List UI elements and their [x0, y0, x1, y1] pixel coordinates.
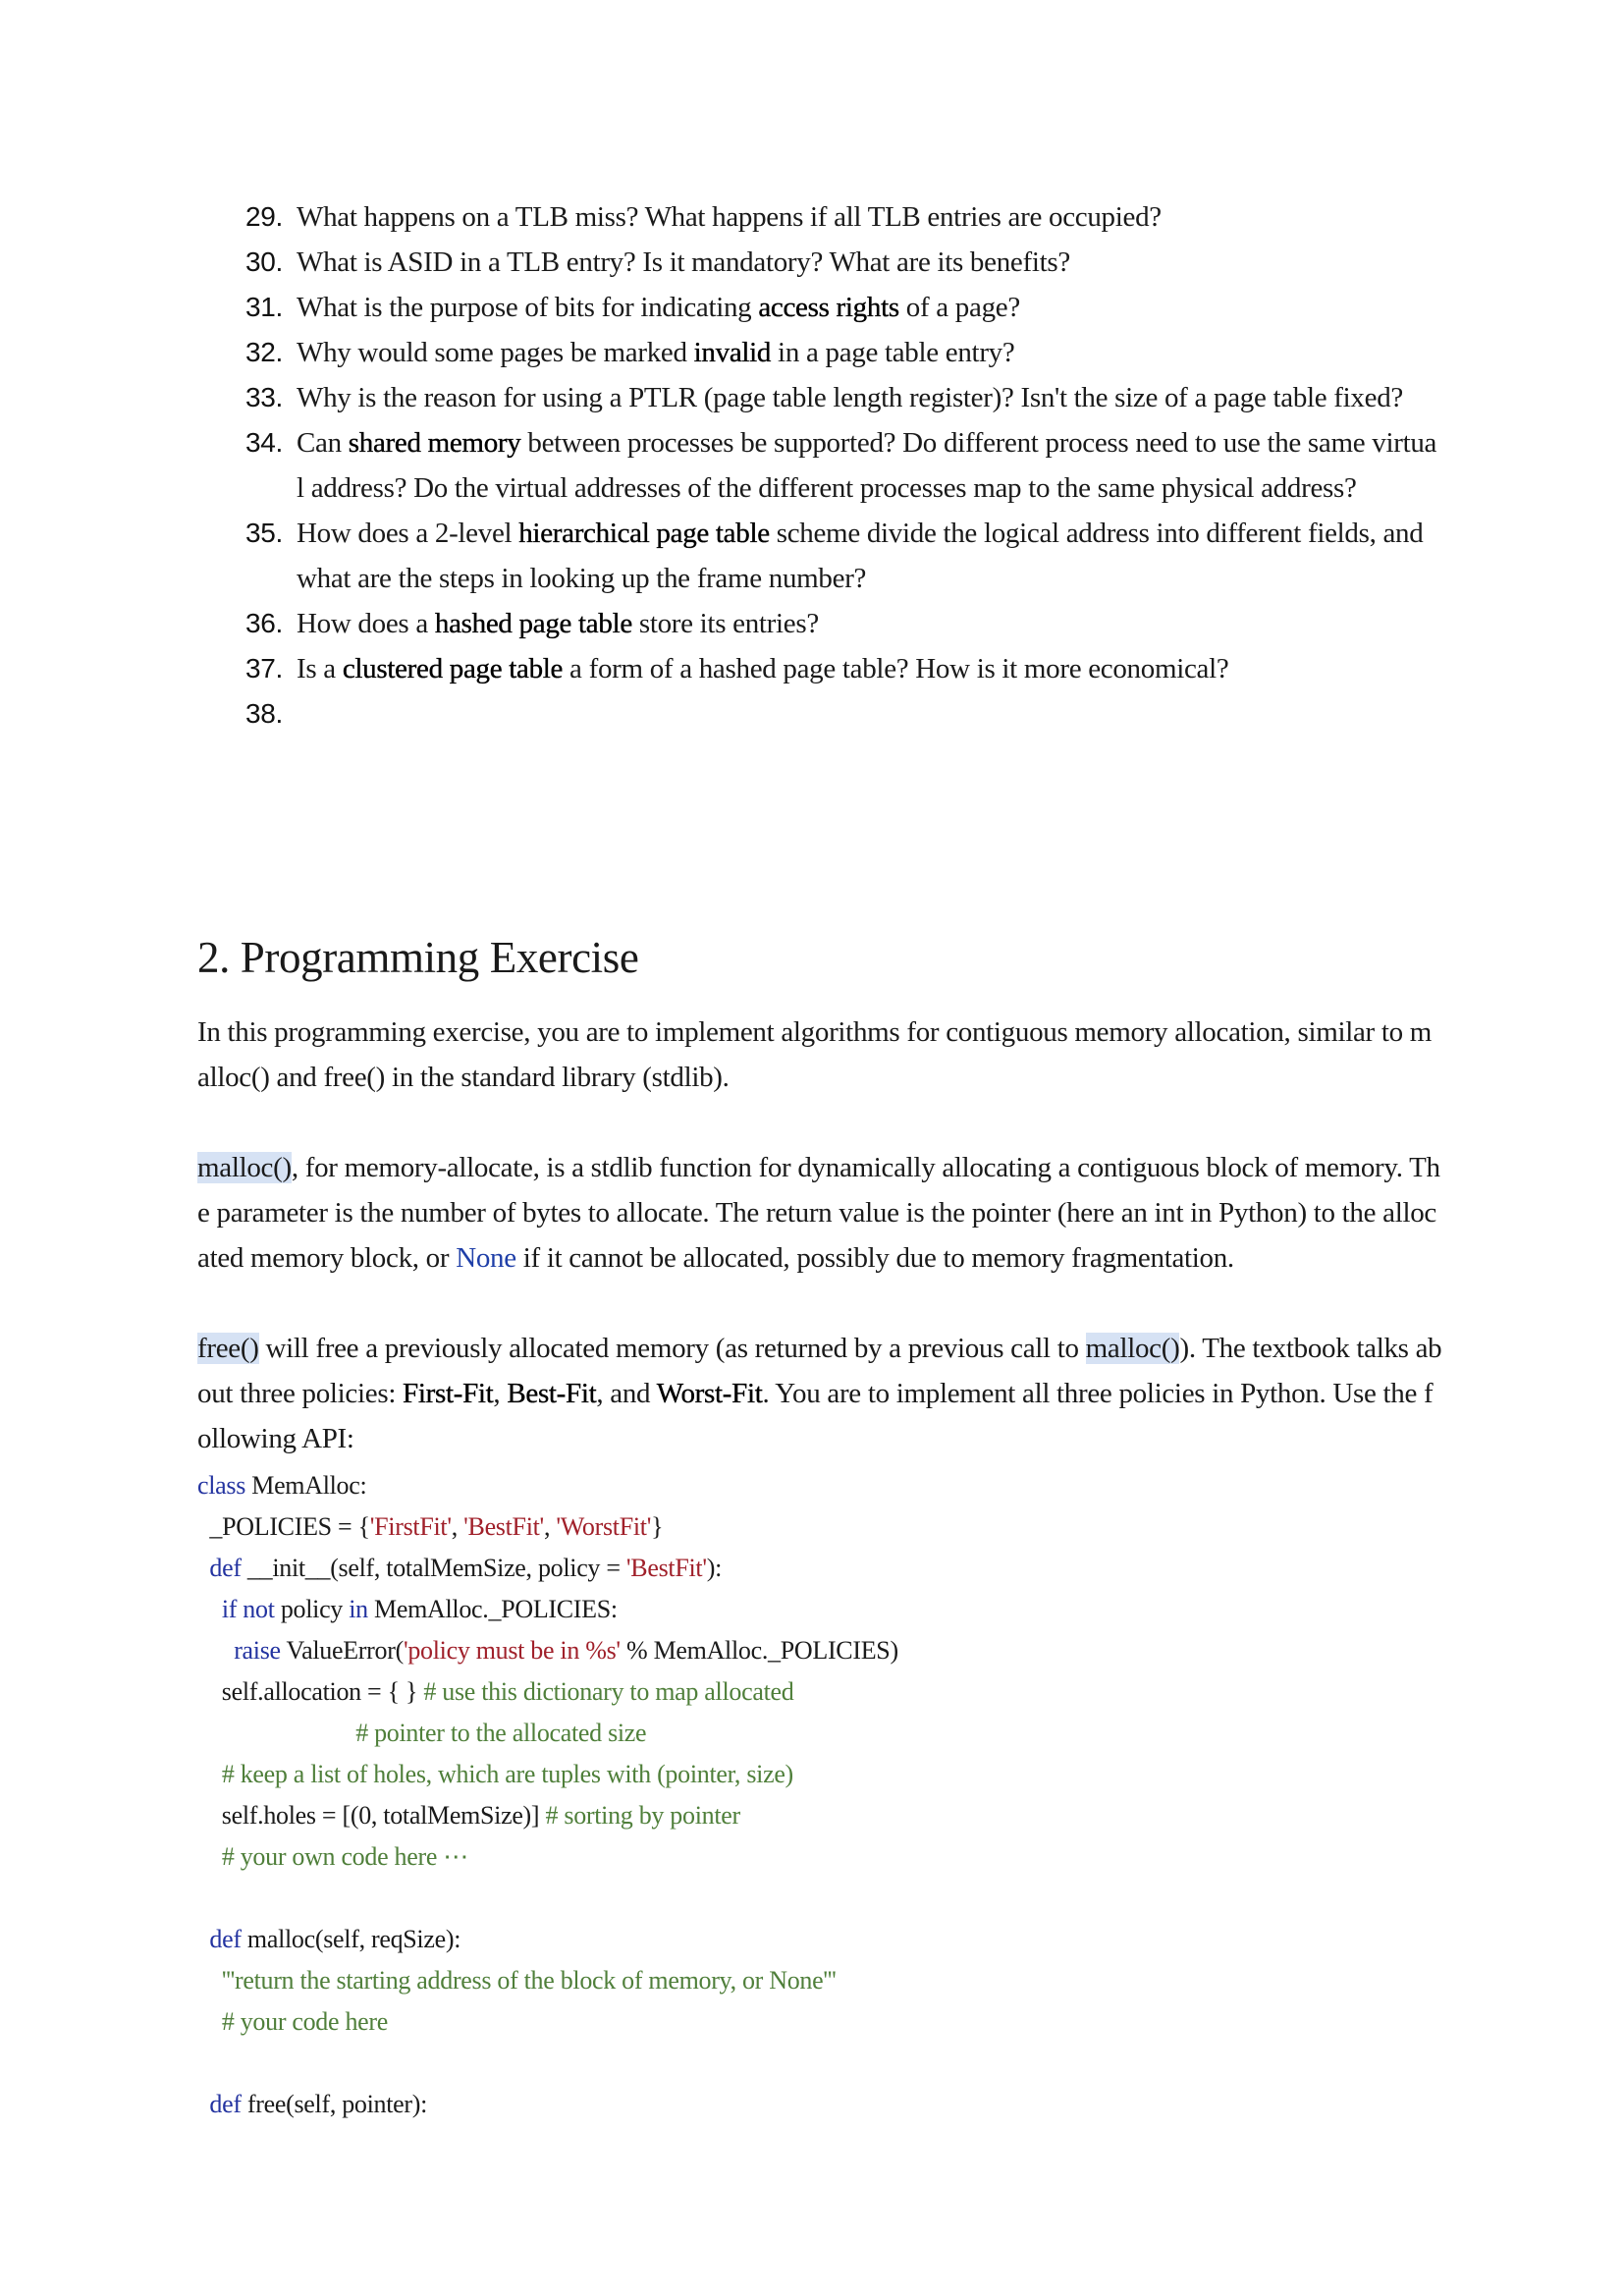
question-text-run: What is the purpose of bits for indicating	[297, 292, 759, 323]
code-text: ,	[543, 1512, 557, 1541]
code-comment: # your code here	[221, 2007, 388, 2036]
code-string: 'WorstFit'	[556, 1512, 652, 1541]
code-string: 'BestFit'	[625, 1554, 707, 1582]
code-comment: # your own code here ⋯	[221, 1842, 468, 1871]
question-number: 37.	[245, 653, 284, 683]
highlighted-function-name: free()	[197, 1333, 259, 1364]
code-comment: # pointer to the allocated size	[355, 1719, 647, 1747]
intro-paragraph: In this programming exercise, you are to implement algorithms for contiguous memory allocation, similar to malloc() and free() in the standard library (stdlib).	[197, 1016, 1433, 1093]
code-line	[197, 2084, 1425, 2125]
question-item	[245, 285, 1438, 330]
code-text: policy	[274, 1595, 350, 1623]
highlighted-function-name: malloc()	[197, 1152, 292, 1183]
code-line	[197, 1919, 1425, 1960]
code-keyword: in	[349, 1595, 368, 1623]
policy-name: Best-Fit	[507, 1378, 597, 1409]
code-line	[197, 1671, 1425, 1713]
code-text: self.holes = [(0, totalMemSize)]	[197, 1801, 546, 1830]
code-text	[197, 1554, 209, 1582]
question-number: 33.	[245, 382, 284, 412]
code-text	[197, 1595, 222, 1623]
question-text-run: Why would some pages be marked	[297, 337, 694, 368]
question-text	[297, 691, 1438, 737]
key-term: shared memory	[348, 427, 521, 459]
question-item	[245, 691, 1438, 737]
question-text-run: Can	[297, 427, 349, 459]
key-term: hierarchical page table	[518, 518, 770, 549]
code-line	[197, 1836, 1425, 1878]
code-line	[197, 1795, 1425, 1836]
question-number: 32.	[245, 337, 284, 367]
paragraph-text-run: , and	[596, 1378, 657, 1409]
code-text: malloc(self, reqSize):	[241, 1925, 461, 1953]
code-comment: '''return the starting address of the block of memory, or None'''	[221, 1966, 837, 1995]
code-text: ,	[451, 1512, 464, 1541]
question-text-run: scheme divide the logical address into different fields, and what are the steps in looking up the frame number?	[297, 518, 1424, 594]
code-line	[197, 1465, 1425, 1506]
question-text-run: in a page table entry?	[771, 337, 1015, 368]
code-text	[197, 2007, 222, 2036]
question-text-run: store its entries?	[631, 608, 819, 639]
code-line	[197, 2001, 1425, 2043]
code-text: self.allocation = { }	[197, 1677, 424, 1706]
code-line	[197, 1713, 1425, 1754]
code-line	[197, 1589, 1425, 1630]
question-text-run: of a page?	[898, 292, 1020, 323]
code-text	[197, 1719, 355, 1747]
question-number: 29.	[245, 201, 284, 232]
code-text: }	[651, 1512, 664, 1541]
code-text: free(self, pointer):	[241, 2090, 428, 2118]
code-text: ):	[706, 1554, 723, 1582]
question-item	[245, 330, 1438, 375]
code-keyword: if not	[221, 1595, 275, 1623]
code-string: 'FirstFit'	[369, 1512, 452, 1541]
code-text	[197, 2090, 209, 2118]
question-text	[297, 194, 1438, 240]
question-number: 35.	[245, 518, 284, 548]
code-text: MemAlloc:	[245, 1471, 367, 1500]
code-text: _POLICIES = {	[197, 1512, 370, 1541]
question-text-run: How does a	[297, 608, 435, 639]
code-keyword: raise	[234, 1636, 281, 1665]
code-text	[197, 1842, 222, 1871]
code-text: __init__(self, totalMemSize, policy =	[241, 1554, 626, 1582]
paragraph-text-run: ). The textbook talks about three policies:	[197, 1333, 1442, 1409]
question-text-run: between processes be supported? Do different process need to use the same virtual address? Do the virtual addresses of the different processes map to the same physical address?	[297, 427, 1437, 504]
code-line	[197, 1960, 1425, 2001]
question-text-run: What happens on a TLB miss? What happens if all TLB entries are occupied?	[297, 201, 1162, 233]
question-text-run: Is a	[297, 653, 343, 684]
question-item	[245, 240, 1438, 285]
code-string: 'policy must be in %s'	[403, 1636, 621, 1665]
code-line	[197, 1754, 1425, 1795]
question-text	[297, 330, 1438, 375]
key-term: hashed page table	[434, 608, 632, 639]
code-string: 'BestFit'	[463, 1512, 544, 1541]
question-number: 30.	[245, 246, 284, 277]
question-item	[245, 511, 1438, 601]
code-line	[197, 1506, 1425, 1548]
section-title: 2. Programming Exercise	[197, 933, 639, 982]
question-number: 38.	[245, 698, 284, 729]
free-paragraph	[197, 1326, 1442, 1461]
question-item	[245, 194, 1438, 240]
code-comment: # keep a list of holes, which are tuples with (pointer, size)	[221, 1760, 793, 1788]
question-text	[297, 285, 1438, 330]
question-text	[297, 240, 1438, 285]
question-text-run: Why is the reason for using a PTLR (page table length register)? Isn't the size of a page table fixed?	[297, 382, 1403, 413]
none-keyword: None	[456, 1242, 516, 1274]
question-item	[245, 646, 1438, 691]
question-text	[297, 646, 1438, 691]
code-comment: # sorting by pointer	[545, 1801, 740, 1830]
code-text: % MemAlloc._POLICIES)	[620, 1636, 898, 1665]
code-line	[197, 2043, 1425, 2084]
paragraph-text-run: , for memory-allocate, is a stdlib function for dynamically allocating a contiguous block of memory. The parameter is the number of bytes to allocate. The return value is the pointer (here an int in Python) to the allocated memory block, or	[197, 1152, 1440, 1274]
question-number: 31.	[245, 292, 284, 322]
code-keyword: def	[209, 1925, 242, 1953]
question-item	[245, 375, 1438, 420]
key-term: access rights	[758, 292, 899, 323]
question-text	[297, 511, 1438, 601]
code-text: MemAlloc._POLICIES:	[367, 1595, 618, 1623]
code-block	[197, 1465, 1425, 2125]
code-text	[197, 1966, 222, 1995]
key-term: invalid	[693, 337, 772, 368]
code-comment: # use this dictionary to map allocated	[423, 1677, 794, 1706]
paragraph-text-run: if it cannot be allocated, possibly due to memory fragmentation.	[515, 1242, 1234, 1274]
question-text	[297, 601, 1438, 646]
code-text	[197, 1636, 234, 1665]
code-line	[197, 1878, 1425, 1919]
question-text-run: What is ASID in a TLB entry? Is it mandatory? What are its benefits?	[297, 246, 1070, 278]
question-list	[245, 194, 1438, 737]
paragraph-text-run: will free a previously allocated memory (as returned by a previous call to	[258, 1333, 1086, 1364]
code-keyword: class	[197, 1471, 246, 1500]
question-text-run: a form of a hashed page table? How is it more economical?	[563, 653, 1229, 684]
question-text	[297, 420, 1438, 511]
policy-name: First-Fit	[403, 1378, 494, 1409]
malloc-paragraph	[197, 1145, 1442, 1281]
policy-name: Worst-Fit	[656, 1378, 763, 1409]
paragraph-text-run: ,	[493, 1378, 508, 1409]
code-keyword: def	[209, 1554, 242, 1582]
code-line	[197, 1548, 1425, 1589]
highlighted-function-name: malloc()	[1085, 1333, 1180, 1364]
question-item	[245, 601, 1438, 646]
question-number: 36.	[245, 608, 284, 638]
question-text	[297, 375, 1438, 420]
code-line	[197, 1630, 1425, 1671]
question-item	[245, 420, 1438, 511]
code-text	[197, 1760, 222, 1788]
paragraph-text-run: . You are to implement all three policies in Python. Use the following API:	[197, 1378, 1434, 1454]
code-keyword: def	[209, 2090, 242, 2118]
question-number: 34.	[245, 427, 284, 458]
question-text-run: How does a 2-level	[297, 518, 519, 549]
key-term: clustered page table	[342, 653, 564, 684]
code-text: ValueError(	[280, 1636, 404, 1665]
code-text	[197, 1925, 209, 1953]
